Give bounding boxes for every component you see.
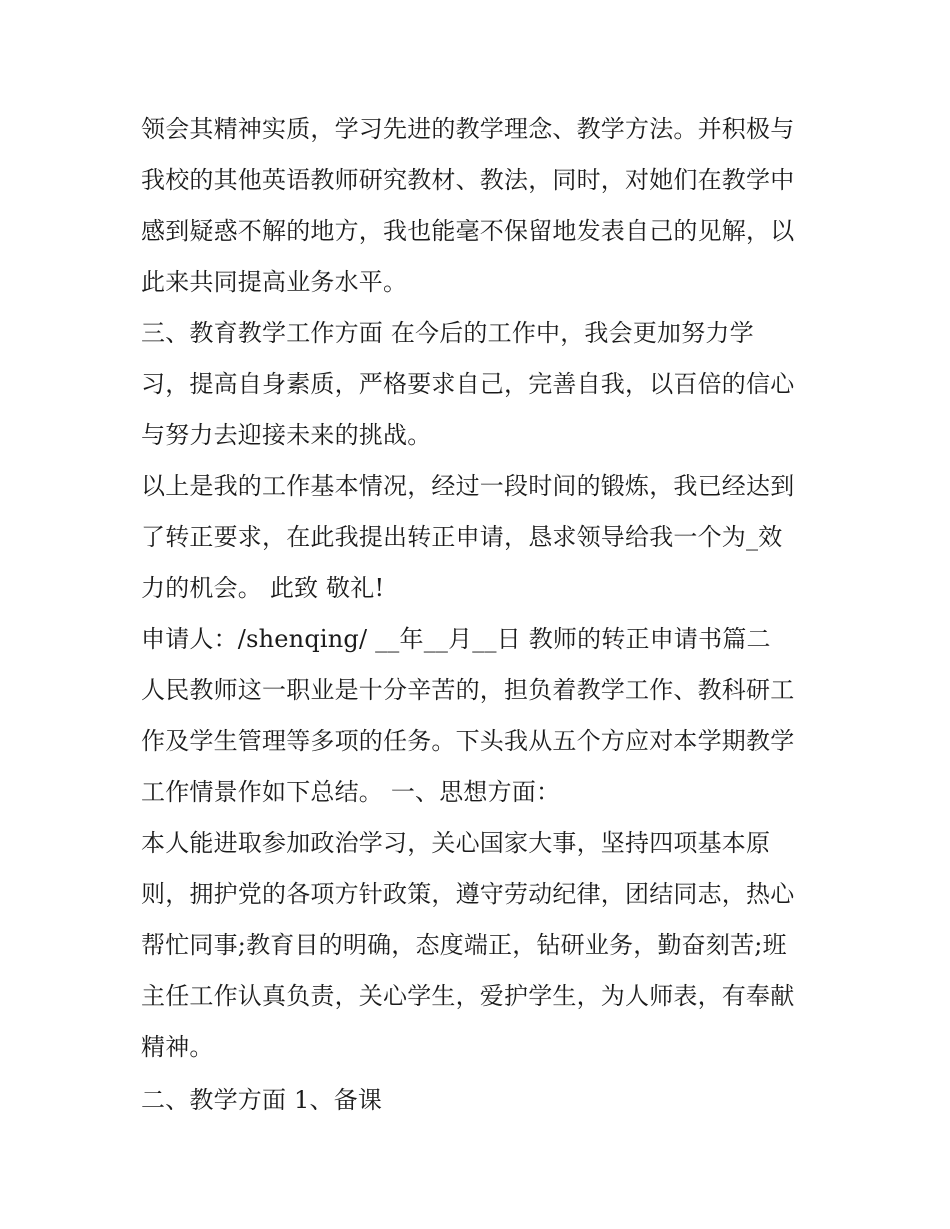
- text-line: 工作情景作如下总结。 一、思想方面：: [141, 778, 561, 806]
- text-line: 此来共同提高业务水平。: [141, 268, 408, 296]
- text-line: 帮忙同事;教育目的明确，态度端正，钻研业务，勤奋刻苦;班: [141, 931, 787, 959]
- text-line: 习，提高自身素质，严格要求自己，完善自我，以百倍的信心: [141, 370, 795, 398]
- text-line: 作及学生管理等多项的任务。下头我从五个方应对本学期教学: [141, 727, 795, 755]
- section-heading-line: 三、教育教学工作方面 在今后的工作中，我会更加努力学: [141, 319, 754, 347]
- text-line: 领会其精神实质，学习先进的教学理念、教学方法。并积极与: [141, 115, 795, 143]
- text-line: 我校的其他英语教师研究教材、教法，同时，对她们在教学中: [141, 166, 795, 194]
- text-line: 力的机会。 此致 敬礼!: [141, 574, 385, 602]
- text-line: 与努力去迎接未来的挑战。: [141, 421, 432, 449]
- text-line: 本人能进取参加政治学习，关心国家大事，坚持四项基本原: [141, 829, 771, 857]
- text-line: 精神。: [141, 1033, 214, 1061]
- text-line: 了转正要求，在此我提出转正申请，恳求领导给我一个为_效: [141, 523, 783, 551]
- section-heading-line: 二、教学方面 1、备课: [141, 1086, 383, 1114]
- text-line: 则，拥护党的各项方针政策，遵守劳动纪律，团结同志，热心: [141, 880, 795, 908]
- text-line: 感到疑惑不解的地方，我也能毫不保留地发表自己的见解，以: [141, 217, 795, 245]
- text-line: 主任工作认真负责，关心学生，爱护学生，为人师表，有奉献: [141, 982, 795, 1010]
- document-body: [141, 104, 821, 1126]
- applicant-line: 申请人：/shenqing/ __年__月__日 教师的转正申请书篇二: [141, 625, 771, 653]
- text-line: 以上是我的工作基本情况，经过一段时间的锻炼，我已经达到: [141, 472, 795, 500]
- text-line: 人民教师这一职业是十分辛苦的，担负着教学工作、教科研工: [141, 676, 795, 704]
